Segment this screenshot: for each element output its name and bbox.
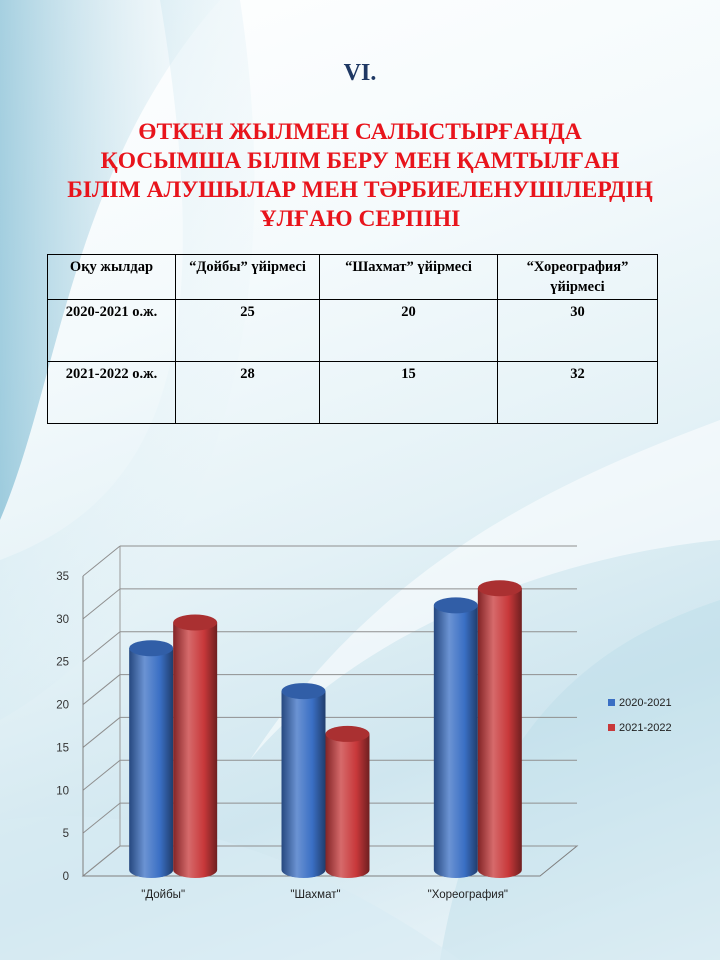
table-cell: 2021-2022 о.ж. bbox=[48, 362, 176, 424]
bar bbox=[282, 691, 326, 878]
y-tick-label: 10 bbox=[56, 785, 69, 798]
gridline-diagonal bbox=[83, 632, 120, 662]
column-header: “Шахмат” үйірмесі bbox=[320, 255, 498, 300]
title-line: ҰЛҒАЮ СЕРПІНІ bbox=[259, 206, 461, 232]
bar-chart bbox=[0, 520, 720, 940]
bar bbox=[326, 734, 370, 878]
table-cell: 2020-2021 о.ж. bbox=[48, 300, 176, 362]
bar-top bbox=[282, 683, 326, 699]
x-tick-label: "Хореография" bbox=[427, 889, 509, 901]
column-header: “Хореография” үйірмесі bbox=[498, 255, 658, 300]
y-tick-label: 20 bbox=[56, 699, 69, 712]
bar bbox=[434, 605, 478, 878]
legend-swatch bbox=[608, 724, 615, 731]
bar bbox=[173, 623, 217, 879]
bar-top bbox=[326, 726, 370, 742]
y-tick-label: 5 bbox=[62, 828, 69, 841]
bar bbox=[129, 648, 173, 878]
gridline-diagonal bbox=[83, 675, 120, 705]
title-line: ҚОСЫМША БІЛІМ БЕРУ МЕН ҚАМТЫЛҒАН bbox=[100, 148, 620, 174]
x-tick-label: "Дойбы" bbox=[141, 889, 186, 901]
y-tick-label: 0 bbox=[62, 871, 69, 883]
data-table bbox=[47, 254, 658, 424]
column-header: “Дойбы” үйірмесі bbox=[176, 255, 320, 300]
table-cell: 28 bbox=[176, 362, 320, 424]
gridline-diagonal bbox=[83, 846, 120, 876]
y-tick-label: 35 bbox=[56, 571, 69, 583]
table-row bbox=[48, 300, 658, 362]
table-header-row bbox=[48, 255, 658, 300]
bar bbox=[478, 588, 522, 878]
gridline-diagonal bbox=[83, 717, 120, 747]
bar-top bbox=[129, 640, 173, 656]
table-cell: 30 bbox=[498, 300, 658, 362]
gridline-diagonal bbox=[83, 589, 120, 619]
legend-label: 2020-2021 bbox=[619, 697, 672, 709]
gridline-diagonal bbox=[83, 760, 120, 790]
gridline-diagonal bbox=[83, 803, 120, 833]
y-tick-label: 25 bbox=[56, 656, 69, 669]
table-cell: 15 bbox=[320, 362, 498, 424]
title-line: ӨТКЕН ЖЫЛМЕН САЛЫСТЫРҒАНДА bbox=[138, 119, 582, 145]
legend-swatch bbox=[608, 699, 615, 706]
x-tick-label: "Шахмат" bbox=[290, 889, 341, 901]
y-tick-label: 30 bbox=[56, 613, 69, 626]
column-header: Оқу жылдар bbox=[48, 255, 176, 300]
bar-top bbox=[173, 615, 217, 631]
section-numeral: VI. bbox=[343, 60, 377, 86]
slide-title bbox=[60, 118, 660, 234]
legend-label: 2021-2022 bbox=[619, 722, 672, 734]
y-tick-label: 15 bbox=[56, 742, 69, 755]
bar-top bbox=[434, 597, 478, 613]
gridline-diagonal bbox=[83, 546, 120, 576]
bar-top bbox=[478, 580, 522, 596]
table-cell: 20 bbox=[320, 300, 498, 362]
table-cell: 32 bbox=[498, 362, 658, 424]
table-row bbox=[48, 362, 658, 424]
title-line: БІЛІМ АЛУШЫЛАР МЕН ТӘРБИЕЛЕНУШІЛЕРДІҢ bbox=[67, 177, 653, 203]
table-cell: 25 bbox=[176, 300, 320, 362]
